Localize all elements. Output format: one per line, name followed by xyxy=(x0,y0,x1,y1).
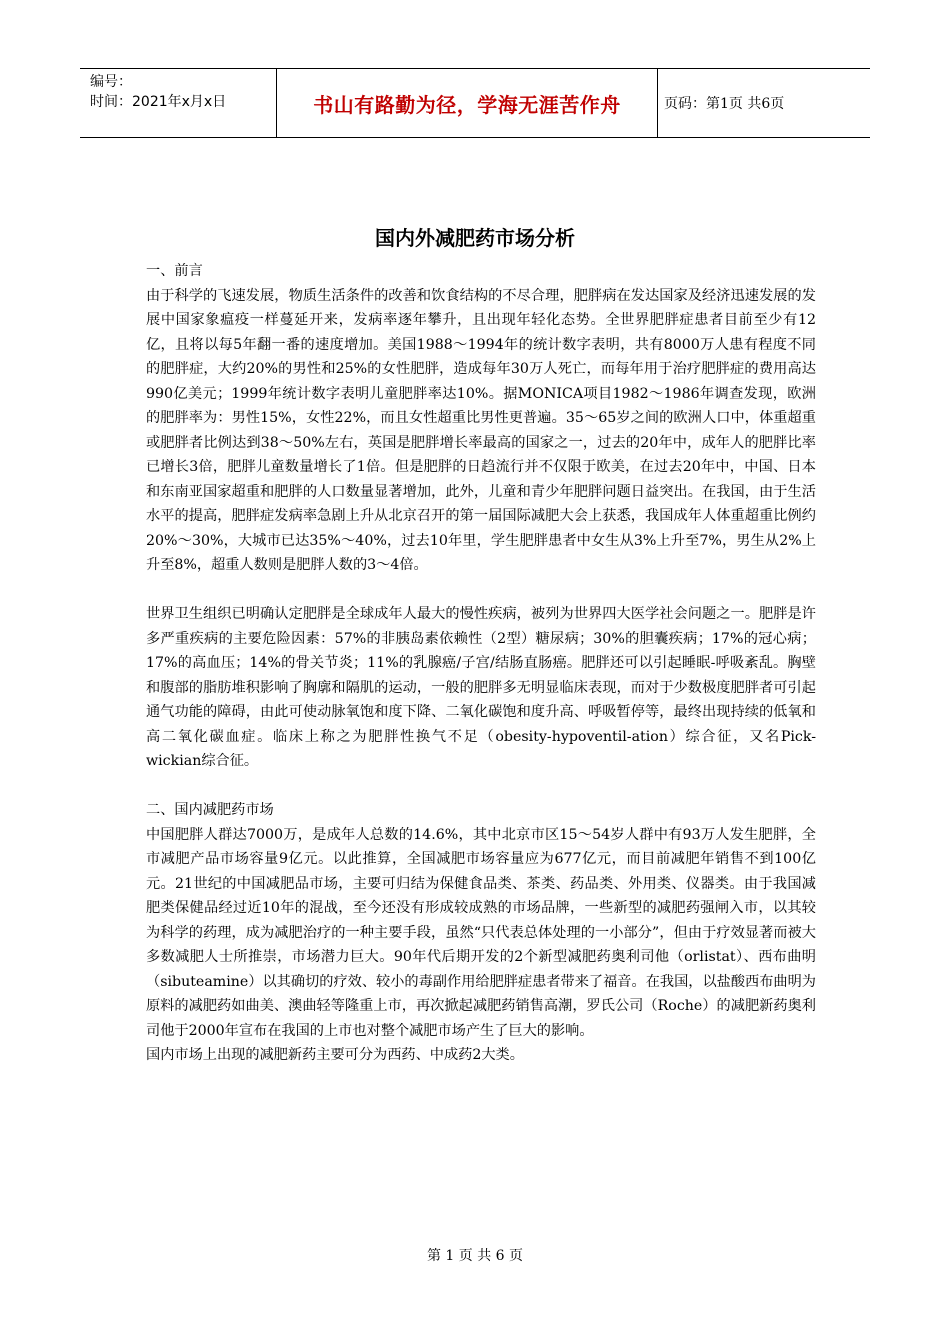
section-heading-domestic-market: 二、国内减肥药市场 xyxy=(146,802,274,818)
paragraph-intro-health-risks: 世界卫生组织已明确认定肥胖是全球成年人最大的慢性疾病，被列为世界四大医学社会问题之一。肥胖是许多严重疾病的主要危险因素：57%的非胰岛素依赖性（2型）糖尿病；30%的胆囊疾病；17%的冠心病；17%的高血压；14%的骨关节炎；11%的乳腺癌/子宫/结肠直肠癌。肥胖还可以引起睡眠-呼吸紊乱。胸壁和腹部的脂肪堆积影响了胸廓和隔肌的运动，一般的肥胖多无明显临床表现，而对于少数极度肥胖者可引起通气功能的障碍，由此可使动脉氧饱和度下降、二氧化碳饱和度升高、呼吸暂停等，最终出现持续的低氧和高二氧化碳血症。临床上称之为肥胖性换气不足（obesity-hypoventil-ation）综合征，又名Pick-wickian综合征。 xyxy=(146,606,816,769)
paragraph-spacer xyxy=(146,578,816,603)
document-title: 国内外减肥药市场分析 xyxy=(375,226,575,250)
header-page-number: 页码：第1页 共6页 xyxy=(664,96,785,112)
page-footer: 第 1 页 共 6 页 xyxy=(426,1248,524,1264)
document-number-label: 编号： xyxy=(90,74,132,90)
paragraph-domestic-market: 中国肥胖人群达7000万，是成年人总数的14.6%，其中北京市区15～54岁人群中有93万人发生肥胖，全市减肥产品市场容量9亿元。以此推算，全国减肥市场容量应为677亿元，而目前减肥年销售不到100亿元。21世纪的中国减肥品市场，主要可归结为保健食品类、茶类、药品类、外用类、仪器类。由于我国减肥类保健品经过近10年的混战，至今还没有形成较成熟的市场品牌，一些新型的减肥药强闸入市，以其较为科学的药理，成为减肥治疗的一种主要手段，虽然“只代表总体处理的一小部分”，但由于疗效显著而被大多数减肥人士所推崇，市场潜力巨大。90年代后期开发的2个新型减肥药奥利司他（orlistat）、西布曲明（sibuteamine）以其确切的疗效、较小的毒副作用给肥胖症患者带来了福音。在我国，以盐酸西布曲明为原料的减肥药如曲美、澳曲轻等隆重上市，再次掀起减肥药销售高潮，罗氏公司（Roche）的减肥新药奥利司他于2000年宣布在我国的上市也对整个减肥市场产生了巨大的影响。 xyxy=(146,826,816,1039)
header-page-cell xyxy=(664,69,870,137)
paragraph-drug-categories: 国内市场上出现的减肥新药主要可分为西药、中成药2大类。 xyxy=(146,1047,524,1063)
header-motto: 书山有路勤为径，学海无涯苦作舟 xyxy=(313,92,621,117)
document-body xyxy=(146,259,816,1068)
paragraph-spacer xyxy=(146,774,816,799)
header-info-cell xyxy=(80,69,277,137)
section-heading-intro: 一、前言 xyxy=(146,263,203,279)
document-date-label: 时间：2021年x月x日 xyxy=(90,94,227,110)
paragraph-intro-statistics: 由于科学的飞速发展，物质生活条件的改善和饮食结构的不尽合理，肥胖病在发达国家及经济迅速发展的发展中国家象瘟疫一样蔓延开来，发病率逐年攀升，且出现年轻化态势。全世界肥胖症患者目前至少有12亿，且将以每5年翻一番的速度增加。美国1988～1994年的统计数字表明，共有8000万人患有程度不同的肥胖症，大约20%的男性和25%的女性肥胖，造成每年30万人死亡，而每年用于治疗肥胖症的费用高达990亿美元；1999年统计数字表明儿童肥胖率达10%。据MONICA项目1982～1986年调查发现，欧洲的肥胖率为：男性15%，女性22%，而且女性超重比男性更普遍。35～65岁之间的欧洲人口中，体重超重或肥胖者比例达到38～50%左右，英国是肥胖增长率最高的国家之一，过去的20年中，成年人的肥胖比率已增长3倍，肥胖儿童数量增长了1倍。但是肥胖的日趋流行并不仅限于欧美，在过去20年中，中国、日本和东南亚国家超重和肥胖的人口数量显著增加，此外，儿童和青少年肥胖问题日益突出。在我国，由于生活水平的提高，肥胖症发病率急剧上升从北京召开的第一届国际减肥大会上获悉，我国成年人体重超重比例约20%～30%，大城市已达35%～40%，过去10年里，学生肥胖患者中女生从3%上升至7%，男生从2%上升至8%，超重人数则是肥胖人数的3～4倍。 xyxy=(146,287,816,573)
page-header xyxy=(80,68,870,138)
header-motto-cell xyxy=(277,69,658,137)
